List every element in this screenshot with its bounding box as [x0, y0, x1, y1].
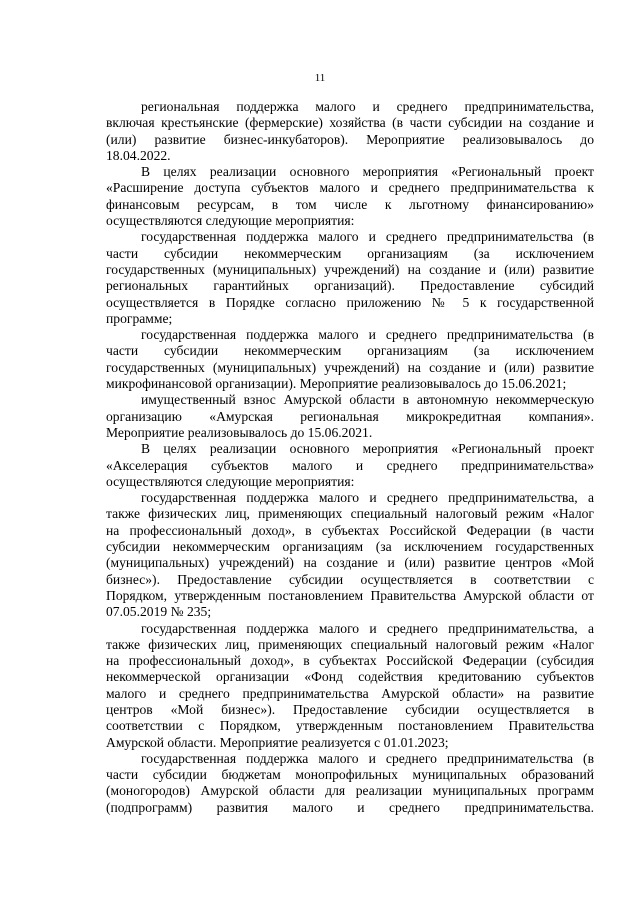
text-line: малого и среднего предпринимательства Амурской области» на развитие — [106, 685, 594, 701]
text-line: (моногородов) Амурской области для реализации муниципальных программ — [106, 783, 594, 799]
text-line: государственная поддержка малого и среднего предпринимательства (в — [141, 229, 594, 245]
text-line: (или) развитие бизнес-инкубаторов). Мероприятие реализовывалось до — [106, 131, 594, 147]
text-line: включая крестьянские (фермерские) хозяйства (в части субсидии на создание и — [106, 115, 594, 131]
text-line: (подпрограмм) развития малого и среднего предпринимательства. — [106, 799, 594, 815]
text-line: финансовым ресурсам, в том числе к льготному финансированию» — [106, 196, 594, 212]
text-line: В целях реализации основного мероприятия «Региональный проект — [141, 441, 594, 457]
text-line: бизнес»). Предоставление субсидии осуществляется в соответствии с — [106, 571, 594, 587]
text-line: государственная поддержка малого и среднего предпринимательства, а — [141, 490, 594, 506]
text-line: региональных гарантийных организаций). Предоставление субсидий — [106, 278, 594, 294]
text-line: микрофинансовой организации). Мероприятие реализовывалось до 15.06.2021; — [106, 376, 567, 392]
text-line: на профессиональный доход», в субъектах Российской Федерации (субсидия — [106, 653, 594, 669]
text-line: «Акселерация субъектов малого и среднего предпринимательства» — [106, 457, 594, 473]
text-line: программе; — [106, 310, 173, 326]
text-line: государственная поддержка малого и среднего предпринимательства (в — [141, 750, 594, 766]
text-line: имущественный взнос Амурской области в автономную некоммерческую — [141, 392, 594, 408]
text-line: государственных (муниципальных) учреждений) на создание и (или) развитие — [106, 261, 594, 277]
text-line: Мероприятие реализовывалось до 15.06.2021. — [106, 424, 373, 440]
text-line: государственная поддержка малого и среднего предпринимательства (в — [141, 327, 594, 343]
text-line: государственная поддержка малого и среднего предпринимательства, а — [141, 620, 594, 636]
text-line: Амурской области. Мероприятие реализуется с 01.01.2023; — [106, 734, 449, 750]
text-line: на профессиональный доход», в субъектах Российской Федерации (в части — [106, 522, 594, 538]
text-line: части субсидии некоммерческим организациям (за исключением — [106, 245, 594, 261]
text-line: центров «Мой бизнес»). Предоставление субсидии осуществляется в — [106, 701, 594, 717]
text-line: также физических лиц, применяющих специальный налоговый режим «Налог — [106, 636, 594, 652]
text-line: 18.04.2022. — [106, 147, 171, 163]
text-line: (муниципальных) учреждений) на создание и (или) развитие центров «Мой — [106, 555, 594, 571]
text-line: государственных (муниципальных) учреждений) на создание и (или) развитие — [106, 359, 594, 375]
text-line: части субсидии некоммерческим организациям (за исключением — [106, 343, 594, 359]
text-line: соответствии с Порядком, утвержденным постановлением Правительства — [106, 718, 594, 734]
text-line: Порядком, утвержденным постановлением Правительства Амурской области от — [106, 587, 594, 603]
text-line: некоммерческой организации «Фонд содействия кредитованию субъектов — [106, 669, 594, 685]
text-line: осуществляются следующие мероприятия: — [106, 473, 355, 489]
text-line: также физических лиц, применяющих специальный налоговый режим «Налог — [106, 506, 594, 522]
text-line: 07.05.2019 № 235; — [106, 604, 212, 620]
text-line: региональная поддержка малого и среднего предпринимательства, — [141, 99, 594, 114]
page-number: 11 — [314, 72, 326, 84]
body-text — [106, 99, 594, 816]
text-line: субсидии некоммерческим организациям (за исключением государственных — [106, 539, 594, 555]
text-line: осуществляется в Порядке согласно приложению № 5 к государственной — [106, 294, 594, 310]
text-line: осуществляются следующие мероприятия: — [106, 213, 355, 229]
text-line: «Расширение доступа субъектов малого и среднего предпринимательства к — [106, 180, 594, 196]
text-line: части субсидии бюджетам монопрофильных муниципальных образований — [106, 767, 594, 783]
text-line: В целях реализации основного мероприятия «Региональный проект — [141, 164, 594, 180]
text-line: организацию «Амурская региональная микрокредитная компания». — [106, 408, 594, 424]
